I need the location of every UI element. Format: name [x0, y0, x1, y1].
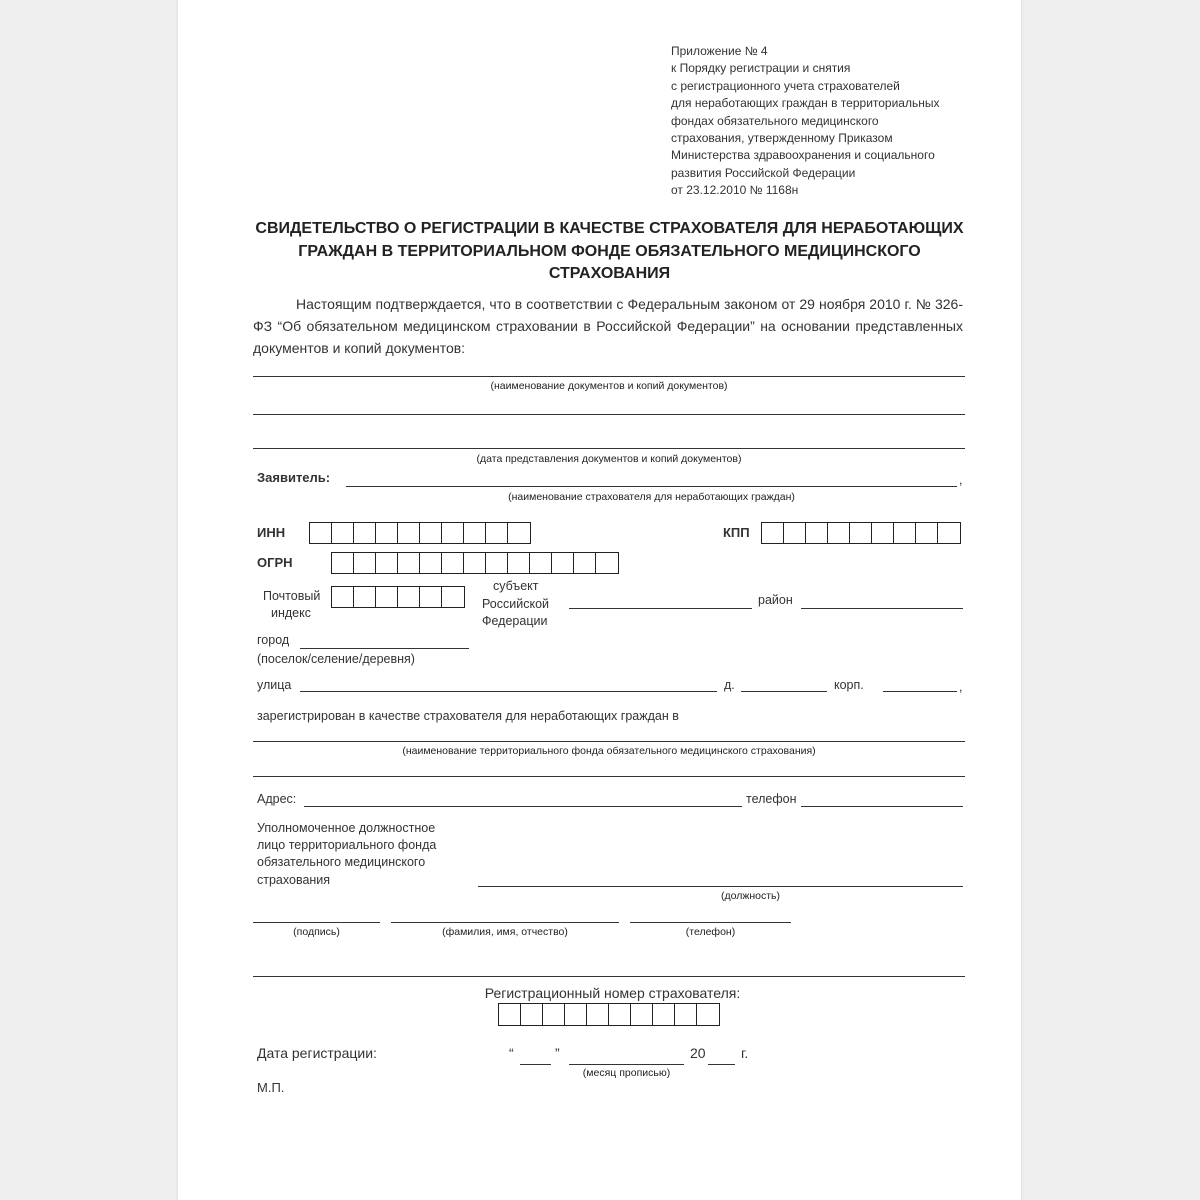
documents-date-line[interactable]: [253, 448, 965, 449]
appendix-line: с регистрационного учета страхователей: [671, 78, 900, 93]
postal-boxes[interactable]: [331, 586, 465, 608]
subject-label-1: субъект: [493, 579, 539, 593]
appendix-line: от 23.12.2010 № 1168н: [671, 183, 799, 198]
documents-line-2[interactable]: [253, 414, 965, 415]
intro-paragraph: [253, 293, 963, 359]
official-label-3: обязательного медицинского: [257, 855, 426, 869]
inn-boxes[interactable]: [309, 522, 531, 544]
documents-line[interactable]: [253, 376, 965, 377]
district-label: район: [758, 593, 793, 607]
house-line[interactable]: [741, 691, 827, 692]
appendix-line: Министерства здравоохранения и социального: [671, 148, 935, 163]
reg-number-label: Регистрационный номер страхователя:: [484, 985, 741, 1001]
fund-caption: (наименование территориального фонда обязательного медицинского страхования): [402, 745, 816, 757]
reg-date-label: Дата регистрации:: [257, 1045, 377, 1061]
postal-label-2: индекс: [271, 606, 311, 620]
fund-line[interactable]: [253, 741, 965, 742]
reg-year-line[interactable]: [708, 1064, 735, 1065]
documents-caption: (наименование документов и копий документов): [490, 380, 728, 392]
applicant-comma: ,: [959, 473, 963, 487]
street-line[interactable]: [300, 691, 717, 692]
applicant-label: Заявитель:: [257, 470, 331, 485]
document-page: [178, 0, 1021, 1200]
subject-line[interactable]: [569, 608, 752, 609]
appendix-line: страхования, утвержденному Приказом: [671, 131, 893, 146]
inn-label: ИНН: [257, 525, 286, 540]
subject-label-2: Российской: [482, 597, 549, 611]
street-label: улица: [257, 678, 292, 692]
month-caption: (месяц прописью): [582, 1067, 671, 1079]
appendix-note: [671, 43, 940, 200]
ogrn-label: ОГРН: [257, 555, 293, 570]
address-label: Адрес:: [257, 792, 297, 806]
city-line[interactable]: [300, 648, 469, 649]
official-label-1: Уполномоченное должностное: [257, 821, 436, 835]
official-label-4: страхования: [257, 873, 331, 887]
building-line[interactable]: [883, 691, 957, 692]
applicant-line[interactable]: [346, 486, 957, 487]
subject-label-3: Федерации: [482, 614, 548, 628]
telephone-line[interactable]: [801, 806, 963, 807]
official-phone-line[interactable]: [630, 922, 791, 923]
position-caption: (должность): [720, 890, 781, 902]
appendix-line: Приложение № 4: [671, 44, 768, 58]
address-line[interactable]: [304, 806, 742, 807]
document-title: СВИДЕТЕЛЬСТВО О РЕГИСТРАЦИИ В КАЧЕСТВЕ СТРАХОВАТЕЛЯ ДЛЯ НЕРАБОТАЮЩИХ ГРАЖДАН В ТЕРРИТОРИАЛЬНОМ ФОНДЕ ОБЯЗАТЕЛЬНОГО МЕДИЦИНСКОГО СТРАХОВАНИЯ: [255, 220, 964, 282]
ogrn-boxes[interactable]: [331, 552, 619, 574]
fio-caption: (фамилия, имя, отчество): [442, 926, 568, 938]
reg-year-prefix: 20: [690, 1045, 706, 1061]
fio-line[interactable]: [391, 922, 619, 923]
stamp-label: М.П.: [257, 1080, 285, 1095]
reg-date-close-quote: ”: [555, 1045, 560, 1061]
building-label: корп.: [834, 678, 864, 692]
signature-line[interactable]: [253, 922, 380, 923]
intro-text: Настоящим подтверждается, что в соответствии с Федеральным законом от 29 ноября 2010 г. № 326-ФЗ “Об обязательном медицинском страховании в Российской Федерации” на основании представленных документов и копий документов:: [253, 296, 963, 356]
reg-number-boxes[interactable]: [498, 1003, 720, 1026]
position-line[interactable]: [478, 886, 963, 887]
house-label: д.: [724, 678, 735, 692]
reg-date-open-quote: “: [509, 1045, 514, 1061]
kpp-label: КПП: [723, 525, 750, 540]
applicant-caption: (наименование страхователя для неработающих граждан): [508, 491, 795, 503]
separator-line: [253, 976, 965, 977]
registered-label: зарегистрирован в качестве страхователя для неработающих граждан в: [257, 709, 679, 723]
telephone-label: телефон: [746, 792, 797, 806]
street-comma: ,: [959, 680, 963, 694]
city-label-2: (поселок/селение/деревня): [257, 652, 415, 666]
appendix-line: фондах обязательного медицинского: [671, 113, 879, 128]
appendix-line: развития Российской Федерации: [671, 165, 856, 180]
reg-day-line[interactable]: [520, 1064, 551, 1065]
city-label-1: город: [257, 633, 290, 647]
signature-caption: (подпись): [293, 926, 340, 938]
reg-year-suffix: г.: [741, 1045, 749, 1061]
appendix-line: для неработающих граждан в территориальных: [671, 96, 940, 111]
appendix-line: к Порядку регистрации и снятия: [671, 61, 851, 76]
district-line[interactable]: [801, 608, 963, 609]
fund-line-2[interactable]: [253, 776, 965, 777]
official-phone-caption: (телефон): [685, 926, 736, 938]
documents-date-caption: (дата представления документов и копий документов): [476, 453, 742, 465]
reg-month-line[interactable]: [569, 1064, 684, 1065]
kpp-boxes[interactable]: [761, 522, 961, 544]
postal-label-1: Почтовый: [263, 589, 321, 603]
official-label-2: лицо территориального фонда: [257, 838, 437, 852]
